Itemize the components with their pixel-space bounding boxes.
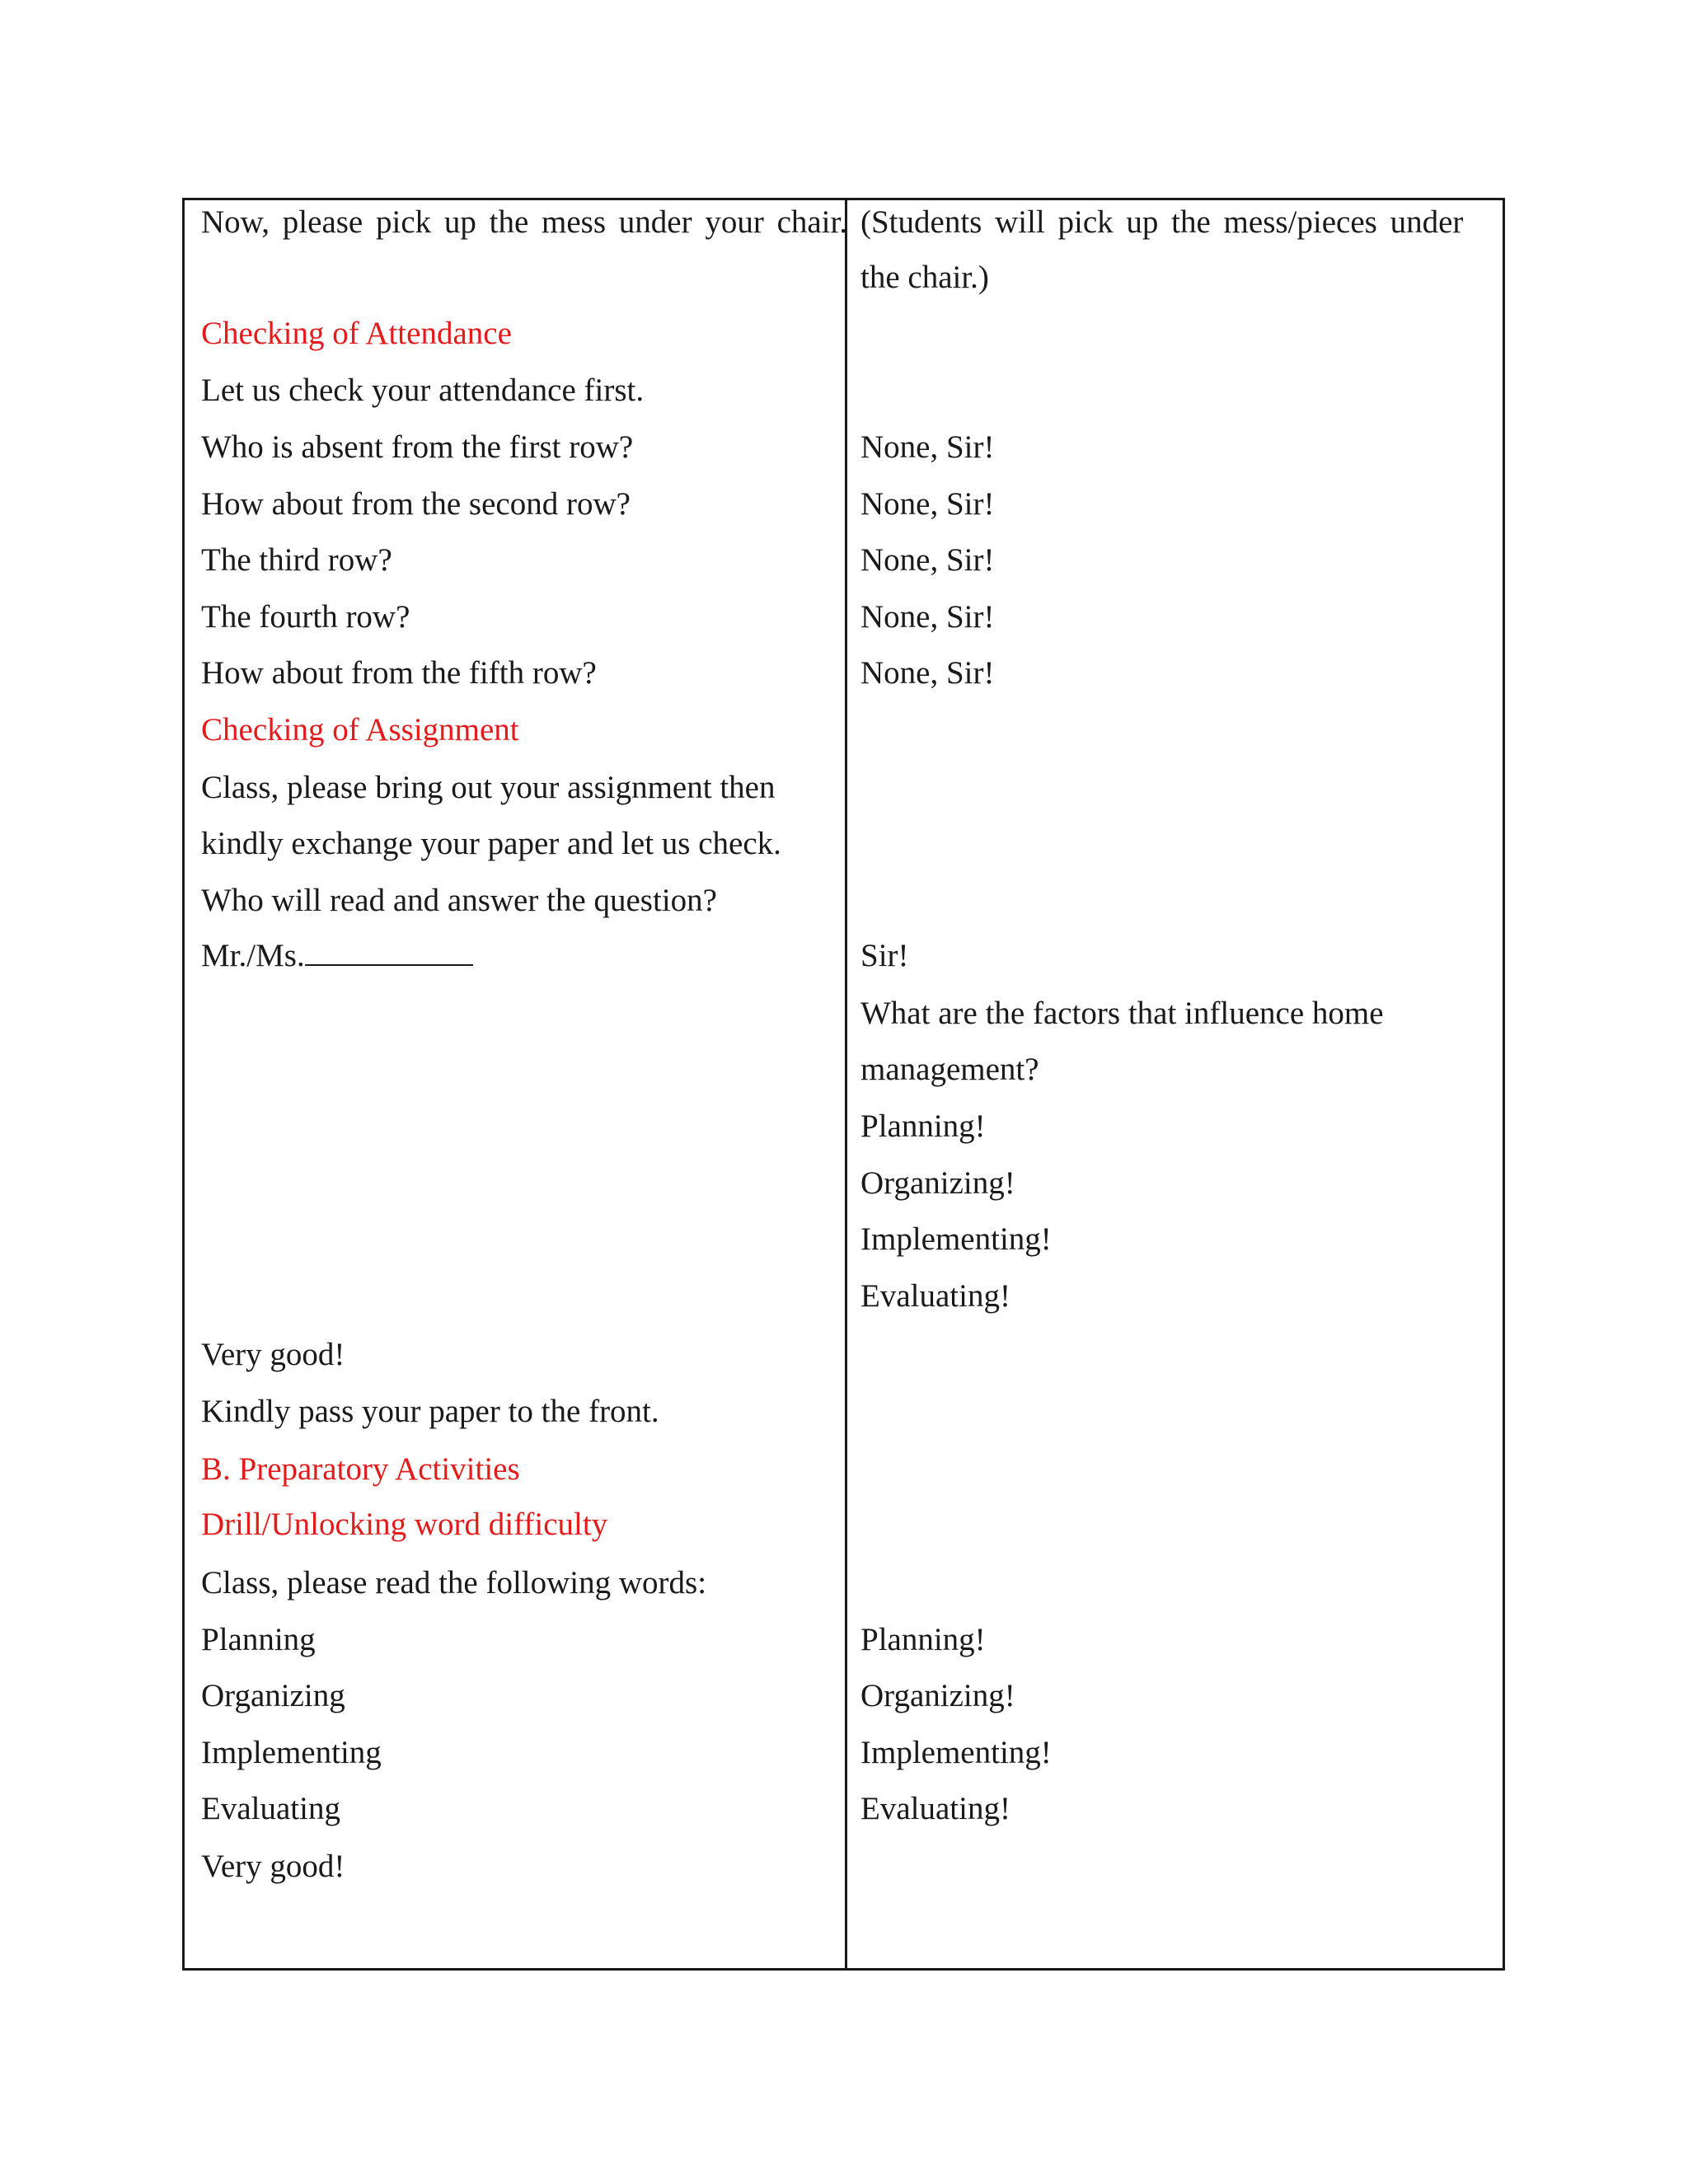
teacher-question-second-row: How about from the second row? [201, 486, 631, 522]
teacher-check-attendance: Let us check your attendance first. [201, 373, 645, 408]
student-read-implementing: Implementing! [860, 1735, 1052, 1770]
teacher-read-words: Class, please read the following words: [201, 1565, 707, 1601]
student-sir: Sir! [860, 938, 909, 973]
teacher-question-fifth-row: How about from the fifth row? [201, 655, 597, 691]
teacher-very-good-final: Very good! [201, 1849, 345, 1884]
name-blank [305, 936, 473, 966]
word-planning: Planning [201, 1622, 316, 1657]
column-divider [845, 200, 847, 1968]
student-answer-organizing: Organizing! [860, 1165, 1015, 1201]
student-answer-fourth-row: None, Sir! [860, 599, 995, 635]
teacher-mr-ms-line [201, 935, 473, 977]
student-question-line2: management? [860, 1052, 1039, 1087]
student-answer-second-row: None, Sir! [860, 486, 995, 522]
teacher-very-good: Very good! [201, 1337, 345, 1372]
heading-checking-assignment: Checking of Assignment [201, 712, 519, 748]
student-answer-third-row: None, Sir! [860, 542, 995, 578]
word-organizing: Organizing [201, 1678, 345, 1713]
students-pickup-line1: (Students will pick up the mess/pieces under [860, 204, 1464, 240]
teacher-exchange-paper: kindly exchange your paper and let us check. [201, 826, 781, 861]
student-read-evaluating: Evaluating! [860, 1791, 1010, 1826]
word-implementing: Implementing [201, 1735, 382, 1770]
student-read-organizing: Organizing! [860, 1678, 1015, 1713]
student-answer-implementing: Implementing! [860, 1221, 1052, 1257]
teacher-question-third-row: The third row? [201, 542, 392, 578]
students-pickup-line2: the chair.) [860, 260, 989, 295]
student-read-planning: Planning! [860, 1622, 986, 1657]
student-question-line1: What are the factors that influence home [860, 996, 1384, 1031]
mr-ms-label: Mr./Ms. [201, 938, 305, 973]
student-answer-evaluating: Evaluating! [860, 1278, 1010, 1314]
heading-preparatory-activities: B. Preparatory Activities [201, 1451, 520, 1487]
student-answer-planning: Planning! [860, 1108, 986, 1144]
teacher-who-will-read: Who will read and answer the question? [201, 883, 717, 918]
word-evaluating: Evaluating [201, 1791, 340, 1826]
teacher-pickup-instruction: Now, please pick up the mess under your chair. [201, 204, 848, 240]
teacher-bring-out-assignment: Class, please bring out your assignment then [201, 770, 776, 805]
student-answer-first-row: None, Sir! [860, 429, 995, 465]
lesson-plan-table [182, 198, 1505, 1971]
heading-drill-unlocking: Drill/Unlocking word difficulty [201, 1507, 608, 1542]
student-answer-fifth-row: None, Sir! [860, 655, 995, 691]
teacher-pass-paper: Kindly pass your paper to the front. [201, 1394, 659, 1429]
teacher-question-first-row: Who is absent from the first row? [201, 429, 634, 465]
heading-checking-attendance: Checking of Attendance [201, 316, 512, 351]
teacher-question-fourth-row: The fourth row? [201, 599, 410, 635]
